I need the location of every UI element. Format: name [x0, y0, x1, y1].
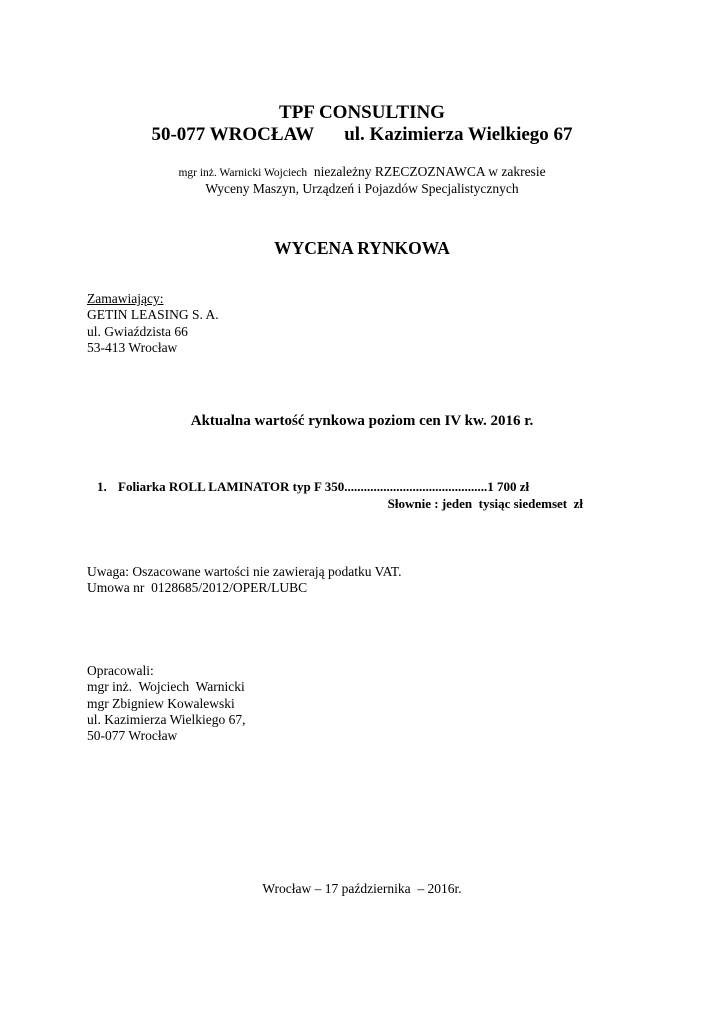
valuation-item — [97, 479, 529, 495]
document-title: WYCENA RYNKOWA — [274, 238, 450, 258]
authors-city: 50-077 Wrocław — [87, 728, 178, 744]
item-description: Foliarka ROLL LAMINATOR typ F 350............................................1 700 zł — [118, 479, 530, 494]
expert-role: niezależny RZECZOZNAWCA w zakresie — [307, 164, 546, 179]
author-1: mgr inż. Wojciech Warnicki — [87, 679, 245, 695]
firm-street: ul. Kazimierza Wielkiego 67 — [344, 124, 573, 145]
author-2: mgr Zbigniew Kowalewski — [87, 695, 235, 711]
item-number: 1. — [97, 479, 107, 494]
notes-block — [87, 564, 402, 597]
vat-note: Uwaga: Oszacowane wartości nie zawierają podatku VAT. — [87, 564, 402, 579]
authors-block — [87, 663, 246, 744]
firm-address — [0, 124, 724, 146]
authors-street: ul. Kazimierza Wielkiego 67, — [87, 711, 246, 727]
valuation-title: Aktualna wartość rynkowa poziom cen IV kw. 2016 r. — [190, 413, 534, 429]
item-amount-in-words: Słownie : jeden tysiąc siedemset zł — [387, 496, 583, 511]
client-label: Zamawiający: — [87, 291, 164, 306]
expert-scope: Wyceny Maszyn, Urządzeń i Pojazdów Specjalistycznych — [205, 181, 519, 196]
contract-number: Umowa nr 0128685/2012/OPER/LUBC — [87, 580, 308, 596]
client-block — [87, 291, 219, 356]
firm-name: TPF CONSULTING — [279, 102, 445, 123]
client-name: GETIN LEASING S. A. — [87, 307, 219, 323]
firm-city: 50-077 WROCŁAW — [151, 124, 315, 145]
client-city: 53-413 Wrocław — [87, 339, 178, 355]
client-street: ul. Gwiaździsta 66 — [87, 323, 188, 339]
authors-label: Opracowali: — [87, 663, 154, 678]
expert-title: mgr inż. Warnicki Wojciech — [178, 167, 308, 179]
place-and-date: Wrocław – 17 października – 2016r. — [262, 881, 462, 896]
